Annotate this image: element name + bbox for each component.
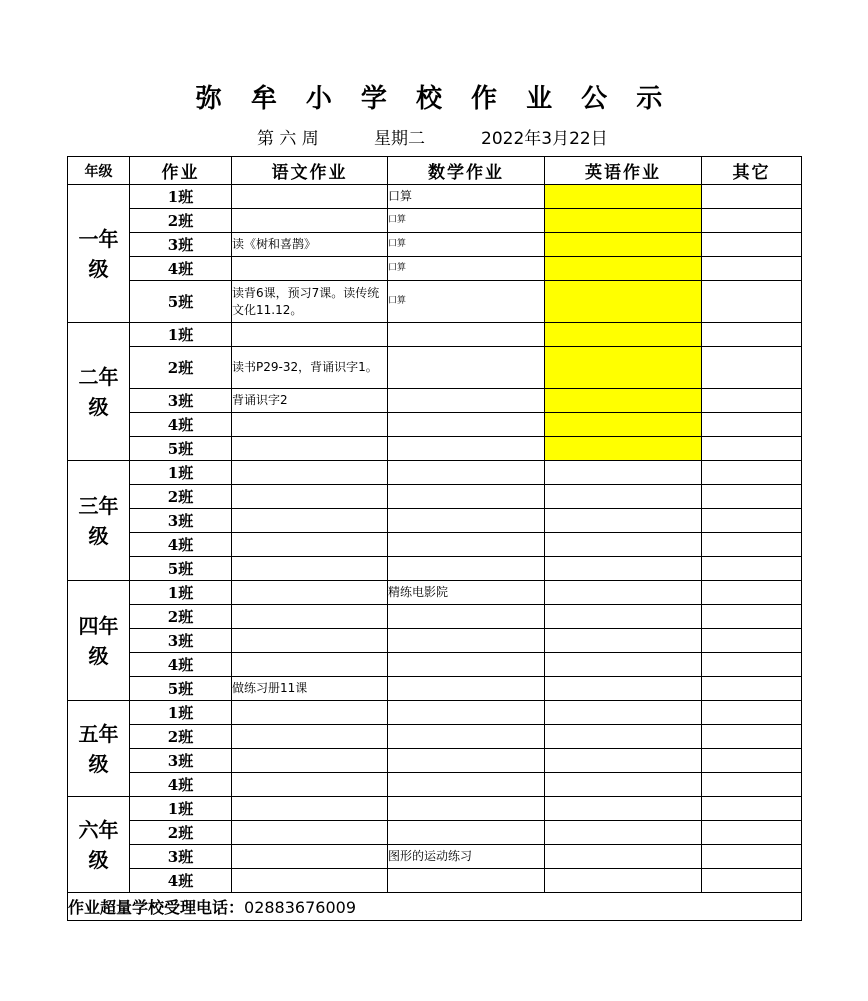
other-homework-cell — [702, 869, 802, 893]
math-homework-cell: 精练电影院 — [388, 581, 545, 605]
table-row — [68, 845, 802, 869]
math-homework-cell: 口算 — [388, 209, 545, 233]
class-cell: 3班 — [130, 509, 232, 533]
class-cell: 2班 — [130, 605, 232, 629]
other-homework-cell — [702, 557, 802, 581]
other-homework-cell — [702, 389, 802, 413]
chinese-homework-cell — [232, 437, 388, 461]
chinese-homework-cell — [232, 653, 388, 677]
chinese-homework-cell — [232, 209, 388, 233]
english-homework-cell — [545, 653, 702, 677]
class-cell: 2班 — [130, 485, 232, 509]
class-cell: 3班 — [130, 389, 232, 413]
chinese-homework-cell — [232, 557, 388, 581]
other-homework-cell — [702, 209, 802, 233]
math-homework-cell — [388, 773, 545, 797]
other-homework-cell — [702, 581, 802, 605]
header-grade: 年级 — [68, 157, 130, 185]
other-homework-cell — [702, 461, 802, 485]
table-row — [68, 677, 802, 701]
class-cell: 2班 — [130, 209, 232, 233]
chinese-homework-cell — [232, 185, 388, 209]
chinese-homework-cell — [232, 845, 388, 869]
other-homework-cell — [702, 725, 802, 749]
table-row — [68, 509, 802, 533]
chinese-homework-cell — [232, 797, 388, 821]
english-homework-cell — [545, 581, 702, 605]
math-homework-cell — [388, 701, 545, 725]
math-homework-cell — [388, 323, 545, 347]
math-homework-cell — [388, 653, 545, 677]
class-cell: 3班 — [130, 629, 232, 653]
class-cell: 3班 — [130, 749, 232, 773]
english-homework-cell — [545, 557, 702, 581]
math-homework-cell: 口算 — [388, 257, 545, 281]
english-homework-cell — [545, 533, 702, 557]
table-row — [68, 797, 802, 821]
page-title: 弥 牟 小 学 校 作 业 公 示 — [195, 84, 673, 114]
chinese-homework-cell — [232, 749, 388, 773]
chinese-homework-cell — [232, 869, 388, 893]
grade-label — [68, 461, 130, 581]
hotline-label: 作业超量学校受理电话： — [68, 898, 245, 917]
english-homework-cell — [545, 257, 702, 281]
header-row — [68, 157, 802, 185]
other-homework-cell — [702, 677, 802, 701]
chinese-homework-cell: 读《树和喜鹊》 — [232, 233, 388, 257]
class-cell: 1班 — [130, 461, 232, 485]
class-cell: 3班 — [130, 233, 232, 257]
table-row — [68, 209, 802, 233]
class-cell: 1班 — [130, 581, 232, 605]
grade-label-line2: 级 — [88, 256, 109, 281]
chinese-homework-cell — [232, 257, 388, 281]
other-homework-cell — [702, 281, 802, 323]
english-homework-cell — [545, 509, 702, 533]
chinese-homework-cell — [232, 413, 388, 437]
english-homework-cell — [545, 389, 702, 413]
class-cell: 4班 — [130, 653, 232, 677]
header-other: 其它 — [702, 157, 802, 185]
other-homework-cell — [702, 653, 802, 677]
english-homework-cell — [545, 209, 702, 233]
chinese-homework-cell — [232, 485, 388, 509]
other-homework-cell — [702, 323, 802, 347]
grade-label — [68, 701, 130, 797]
other-homework-cell — [702, 185, 802, 209]
hotline-phone: 02883676009 — [244, 898, 356, 917]
other-homework-cell — [702, 233, 802, 257]
english-homework-cell — [545, 773, 702, 797]
table-row — [68, 821, 802, 845]
table-row — [68, 347, 802, 389]
chinese-homework-cell — [232, 533, 388, 557]
english-homework-cell — [545, 413, 702, 437]
english-homework-cell — [545, 797, 702, 821]
header-chinese: 语文作业 — [232, 157, 388, 185]
table-row — [68, 557, 802, 581]
class-cell: 2班 — [130, 347, 232, 389]
english-homework-cell — [545, 233, 702, 257]
math-homework-cell — [388, 533, 545, 557]
table-row — [68, 725, 802, 749]
header-math: 数学作业 — [388, 157, 545, 185]
grade-label-line1: 三年 — [78, 493, 119, 518]
class-cell: 5班 — [130, 437, 232, 461]
math-homework-cell — [388, 797, 545, 821]
table-row — [68, 233, 802, 257]
chinese-homework-cell — [232, 323, 388, 347]
english-homework-cell — [545, 821, 702, 845]
chinese-homework-cell — [232, 629, 388, 653]
grade-label — [68, 797, 130, 893]
math-homework-cell — [388, 821, 545, 845]
other-homework-cell — [702, 845, 802, 869]
other-homework-cell — [702, 347, 802, 389]
class-cell: 4班 — [130, 257, 232, 281]
table-row — [68, 629, 802, 653]
table-row — [68, 389, 802, 413]
math-homework-cell — [388, 437, 545, 461]
class-cell: 3班 — [130, 845, 232, 869]
math-homework-cell — [388, 485, 545, 509]
table-row — [68, 605, 802, 629]
math-homework-cell — [388, 629, 545, 653]
table-row — [68, 413, 802, 437]
english-homework-cell — [545, 437, 702, 461]
chinese-homework-cell — [232, 581, 388, 605]
complaint-hotline — [68, 893, 802, 921]
class-cell: 4班 — [130, 869, 232, 893]
chinese-homework-cell — [232, 773, 388, 797]
class-cell: 1班 — [130, 701, 232, 725]
grade-label-line1: 五年 — [78, 721, 119, 746]
class-cell: 1班 — [130, 323, 232, 347]
other-homework-cell — [702, 485, 802, 509]
math-homework-cell — [388, 749, 545, 773]
math-homework-cell: 图形的运动练习 — [388, 845, 545, 869]
math-homework-cell: 口算 — [388, 185, 545, 209]
grade-label — [68, 581, 130, 701]
class-cell: 5班 — [130, 557, 232, 581]
table-row — [68, 533, 802, 557]
english-homework-cell — [545, 485, 702, 509]
other-homework-cell — [702, 629, 802, 653]
table-row — [68, 653, 802, 677]
class-cell: 4班 — [130, 533, 232, 557]
footer-row — [68, 893, 802, 921]
math-homework-cell: 口算 — [388, 233, 545, 257]
chinese-homework-cell: 背诵识字2 — [232, 389, 388, 413]
chinese-homework-cell: 做练习册11课 — [232, 677, 388, 701]
grade-label-line1: 四年 — [78, 613, 119, 638]
chinese-homework-cell — [232, 821, 388, 845]
class-cell: 2班 — [130, 821, 232, 845]
grade-label — [68, 323, 130, 461]
chinese-homework-cell — [232, 701, 388, 725]
math-homework-cell — [388, 869, 545, 893]
english-homework-cell — [545, 185, 702, 209]
other-homework-cell — [702, 797, 802, 821]
other-homework-cell — [702, 257, 802, 281]
other-homework-cell — [702, 749, 802, 773]
class-cell: 1班 — [130, 797, 232, 821]
math-homework-cell — [388, 347, 545, 389]
weekday-label: 星期二 — [374, 129, 425, 149]
header-english: 英语作业 — [545, 157, 702, 185]
other-homework-cell — [702, 605, 802, 629]
math-homework-cell — [388, 413, 545, 437]
english-homework-cell — [545, 701, 702, 725]
english-homework-cell — [545, 347, 702, 389]
table-row — [68, 869, 802, 893]
grade-label-line2: 级 — [88, 394, 109, 419]
chinese-homework-cell — [232, 461, 388, 485]
chinese-homework-cell — [232, 725, 388, 749]
grade-label-line1: 六年 — [78, 817, 119, 842]
english-homework-cell — [545, 629, 702, 653]
table-row — [68, 581, 802, 605]
grade-label-line1: 二年 — [78, 364, 119, 389]
table-row — [68, 185, 802, 209]
grade-label-line2: 级 — [88, 523, 109, 548]
class-cell: 1班 — [130, 185, 232, 209]
class-cell: 4班 — [130, 413, 232, 437]
math-homework-cell — [388, 605, 545, 629]
english-homework-cell — [545, 725, 702, 749]
class-cell: 5班 — [130, 677, 232, 701]
other-homework-cell — [702, 437, 802, 461]
table-row — [68, 323, 802, 347]
class-cell: 5班 — [130, 281, 232, 323]
table-row — [68, 281, 802, 323]
english-homework-cell — [545, 845, 702, 869]
other-homework-cell — [702, 701, 802, 725]
class-cell: 2班 — [130, 725, 232, 749]
other-homework-cell — [702, 773, 802, 797]
other-homework-cell — [702, 509, 802, 533]
math-homework-cell — [388, 389, 545, 413]
table-row — [68, 749, 802, 773]
grade-label-line2: 级 — [88, 847, 109, 872]
table-row — [68, 773, 802, 797]
chinese-homework-cell: 读书P29-32，背诵识字1。 — [232, 347, 388, 389]
date-label: 2022年3月22日 — [481, 129, 608, 149]
english-homework-cell — [545, 869, 702, 893]
math-homework-cell — [388, 557, 545, 581]
homework-table — [67, 156, 802, 921]
table-row — [68, 461, 802, 485]
chinese-homework-cell — [232, 605, 388, 629]
math-homework-cell — [388, 509, 545, 533]
math-homework-cell — [388, 461, 545, 485]
table-body — [68, 185, 802, 893]
english-homework-cell — [545, 677, 702, 701]
english-homework-cell — [545, 605, 702, 629]
english-homework-cell — [545, 749, 702, 773]
other-homework-cell — [702, 821, 802, 845]
english-homework-cell — [545, 281, 702, 323]
table-row — [68, 257, 802, 281]
other-homework-cell — [702, 533, 802, 557]
table-row — [68, 701, 802, 725]
math-homework-cell — [388, 725, 545, 749]
english-homework-cell — [545, 461, 702, 485]
week-label: 第 六 周 — [257, 129, 319, 149]
other-homework-cell — [702, 413, 802, 437]
table-row — [68, 485, 802, 509]
grade-label-line2: 级 — [88, 643, 109, 668]
grade-label-line1: 一年 — [78, 226, 119, 251]
table-row — [68, 437, 802, 461]
header-class: 作业 — [130, 157, 232, 185]
class-cell: 4班 — [130, 773, 232, 797]
chinese-homework-cell — [232, 509, 388, 533]
grade-label-line2: 级 — [88, 751, 109, 776]
math-homework-cell — [388, 677, 545, 701]
grade-label — [68, 185, 130, 323]
english-homework-cell — [545, 323, 702, 347]
chinese-homework-cell: 读背6课，预习7课。读传统文化11.12。 — [232, 281, 388, 323]
math-homework-cell: 口算 — [388, 281, 545, 323]
